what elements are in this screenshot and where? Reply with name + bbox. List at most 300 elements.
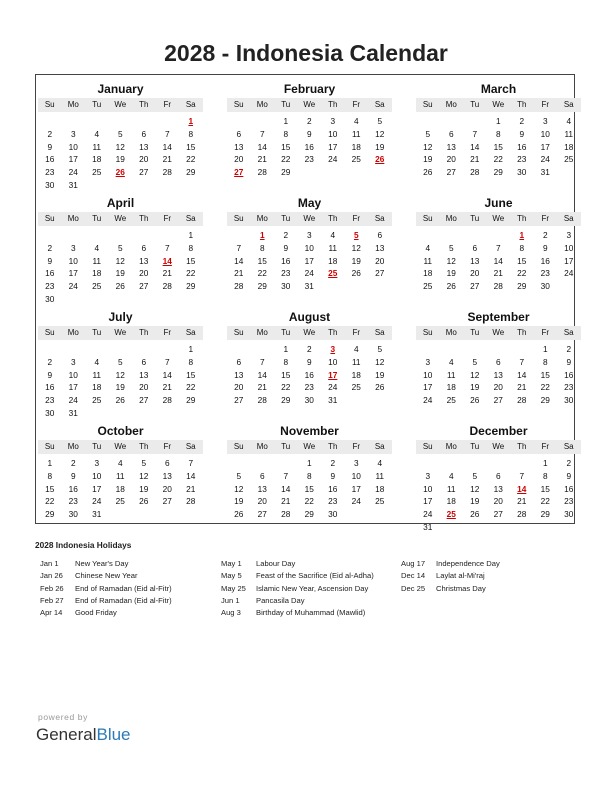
day-cell: 8 [188,242,194,253]
day-cell: 14 [493,255,503,266]
day-cell: 22 [517,268,527,279]
weekday-label: Mo [256,100,268,109]
day-cell: 28 [257,395,267,406]
weekday-header [38,212,203,226]
day-cell: 28 [493,281,503,292]
brand-general: General [36,725,97,744]
day-cell: 20 [470,268,480,279]
holiday-date: Dec 14 [401,571,426,581]
day-cell: 9 [306,128,312,139]
day-cell: 11 [446,369,456,380]
day-cell: 6 [141,356,147,367]
month-january [38,80,203,198]
day-cell: 29 [281,167,291,178]
day-cell: 26 [115,281,125,292]
weekday-label: Su [44,214,55,223]
day-cell: 18 [92,154,102,165]
holiday-name: End of Ramadan (Eid al-Fitr) [75,595,172,605]
day-cell: 21 [186,483,196,494]
weekday-label: Fr [352,100,361,109]
month-july [38,308,203,426]
day-cell: 6 [377,230,383,240]
holiday-date: Apr 14 [40,608,63,618]
month-february [227,80,392,198]
day-cell: 19 [375,141,385,152]
day-cell: 17 [351,483,361,494]
weekday-label: Tu [92,100,102,109]
day-grid [227,454,392,540]
day-cell: 15 [257,255,267,266]
day-cell: 30 [304,395,314,406]
day-cell: 6 [495,356,501,367]
day-cell: 21 [257,154,267,165]
weekday-label: Tu [470,100,480,109]
holiday-date: Aug 3 [221,608,241,618]
day-cell: 28 [234,281,244,292]
day-grid [416,340,581,426]
day-cell: 17 [304,255,314,266]
day-cell: 22 [493,154,503,165]
day-cell: 25 [92,167,102,178]
weekday-label: Fr [541,442,550,451]
day-cell: 10 [68,255,78,266]
day-cell: 17 [540,141,550,152]
day-cell: 12 [470,369,480,380]
day-cell: 2 [542,230,548,240]
day-cell: 19 [375,369,385,380]
day-cell: 21 [162,268,172,279]
day-cell: 20 [162,483,172,494]
day-cell: 18 [351,141,361,152]
day-cell: 27 [234,395,244,406]
day-cell: 26 [470,509,480,520]
day-cell: 21 [162,154,172,165]
day-cell: 22 [540,496,550,507]
day-cell: 12 [115,141,125,152]
day-cell: 12 [375,128,385,139]
day-cell: 12 [115,369,125,380]
holiday-day-cell: 1 [519,230,525,240]
weekday-label: Su [44,328,55,337]
weekday-label: Tu [92,214,102,223]
day-cell: 10 [328,356,338,367]
day-cell: 15 [281,141,291,152]
day-cell: 23 [45,281,55,292]
day-cell: 10 [328,128,338,139]
day-cell: 3 [70,128,76,139]
day-cell: 24 [423,509,433,520]
day-cell: 23 [304,154,314,165]
weekday-label: Th [517,442,527,451]
month-name: March [480,82,517,96]
weekday-label: Tu [281,328,291,337]
day-cell: 25 [92,395,102,406]
day-cell: 16 [564,369,574,380]
weekday-label: Tu [92,442,102,451]
day-cell: 30 [68,509,78,520]
day-cell: 11 [115,470,125,481]
day-cell: 30 [45,294,55,304]
day-cell: 15 [281,369,291,380]
day-cell: 19 [423,154,433,165]
day-cell: 25 [351,382,361,393]
day-cell: 4 [425,242,431,253]
day-cell: 14 [517,369,527,380]
day-cell: 4 [330,230,336,240]
day-cell: 5 [377,116,383,126]
day-cell: 27 [139,395,149,406]
day-cell: 18 [115,483,125,494]
day-cell: 13 [234,369,244,380]
day-cell: 23 [564,382,574,393]
weekday-label: Sa [374,328,385,337]
day-cell: 23 [304,382,314,393]
holiday-day-cell: 5 [353,230,359,240]
weekday-label: Fr [541,214,550,223]
weekday-label: Tu [281,214,291,223]
day-cell: 5 [425,128,431,139]
day-cell: 9 [566,470,572,481]
weekday-label: Su [422,214,433,223]
day-cell: 7 [164,242,170,253]
day-cell: 13 [139,255,149,266]
month-may [227,194,392,312]
day-cell: 26 [234,509,244,520]
day-grid [416,226,581,312]
day-cell: 12 [351,242,361,253]
day-cell: 22 [186,382,196,393]
day-cell: 28 [162,167,172,178]
day-cell: 9 [47,369,53,380]
day-cell: 17 [68,382,78,393]
day-cell: 23 [564,496,574,507]
day-cell: 29 [257,281,267,292]
day-cell: 29 [540,395,550,406]
month-march [416,80,581,198]
day-cell: 24 [351,496,361,507]
day-cell: 3 [306,230,312,240]
weekday-label: Su [422,442,433,451]
day-cell: 11 [351,356,361,367]
day-cell: 15 [186,255,196,266]
day-cell: 10 [92,470,102,481]
day-cell: 12 [139,470,149,481]
weekday-label: Mo [445,100,457,109]
day-cell: 11 [92,141,102,152]
day-cell: 1 [306,458,312,468]
weekday-header [416,98,581,112]
day-cell: 7 [164,128,170,139]
holiday-day-cell: 1 [188,116,194,126]
day-cell: 25 [92,281,102,292]
weekday-label: Mo [445,442,457,451]
month-name: December [469,424,528,438]
holiday-date: May 25 [221,583,246,593]
weekday-label: Tu [470,214,480,223]
weekday-label: Su [233,442,244,451]
day-cell: 17 [423,382,433,393]
day-cell: 24 [304,268,314,279]
weekday-header [227,326,392,340]
day-cell: 14 [281,483,291,494]
weekday-label: Sa [374,100,385,109]
day-cell: 21 [470,154,480,165]
day-cell: 8 [47,470,53,481]
day-cell: 11 [375,470,385,481]
weekday-label: We [492,442,505,451]
holiday-day-cell: 26 [375,154,385,165]
day-cell: 19 [115,268,125,279]
day-cell: 29 [45,509,55,520]
month-name: November [280,424,339,438]
day-cell: 26 [375,382,385,393]
day-cell: 7 [188,458,194,468]
day-cell: 25 [115,496,125,507]
day-cell: 1 [495,116,501,126]
day-cell: 26 [470,395,480,406]
weekday-label: Tu [92,328,102,337]
day-cell: 30 [328,509,338,520]
day-cell: 8 [519,242,525,253]
day-cell: 11 [328,242,338,253]
day-cell: 29 [493,167,503,178]
weekday-label: Sa [563,328,574,337]
day-cell: 4 [353,344,359,354]
day-cell: 2 [306,116,312,126]
day-cell: 15 [493,141,503,152]
day-cell: 20 [493,496,503,507]
day-cell: 21 [234,268,244,279]
day-grid [38,226,203,312]
day-cell: 7 [164,356,170,367]
day-cell: 3 [425,470,431,481]
weekday-label: Th [328,214,338,223]
brand-logo[interactable] [36,725,131,745]
day-cell: 6 [495,470,501,481]
day-cell: 2 [70,458,76,468]
day-cell: 16 [45,382,55,393]
day-cell: 29 [186,167,196,178]
day-cell: 14 [234,255,244,266]
day-cell: 19 [470,496,480,507]
day-cell: 20 [139,382,149,393]
holiday-name: End of Ramadan (Eid al-Fitr) [75,583,172,593]
weekday-label: Su [44,100,55,109]
weekday-label: Th [517,328,527,337]
day-cell: 18 [351,369,361,380]
month-april [38,194,203,312]
day-cell: 19 [234,496,244,507]
weekday-label: We [114,214,127,223]
holiday-date: Feb 27 [40,595,64,605]
weekday-label: Th [517,100,527,109]
month-name: February [283,82,336,96]
day-cell: 8 [542,470,548,481]
day-cell: 15 [517,255,527,266]
holiday-name: Pancasila Day [256,595,305,605]
weekday-label: Sa [374,214,385,223]
weekday-label: Sa [563,442,574,451]
day-cell: 8 [283,356,289,367]
day-cell: 20 [493,382,503,393]
weekday-label: Sa [563,100,574,109]
day-cell: 26 [423,167,433,178]
day-cell: 15 [45,483,55,494]
day-cell: 24 [68,167,78,178]
day-cell: 1 [188,230,194,240]
day-cell: 14 [257,369,267,380]
holiday-date: Jun 1 [221,595,240,605]
day-cell: 15 [304,483,314,494]
month-june [416,194,581,312]
day-cell: 23 [45,167,55,178]
day-grid [227,340,392,426]
day-cell: 9 [306,356,312,367]
day-cell: 29 [281,395,291,406]
day-cell: 13 [139,369,149,380]
day-cell: 12 [234,483,244,494]
day-cell: 2 [566,458,572,468]
day-cell: 28 [517,395,527,406]
day-cell: 5 [141,458,147,468]
day-cell: 7 [519,356,525,367]
day-cell: 24 [423,395,433,406]
day-cell: 24 [540,154,550,165]
day-cell: 10 [540,128,550,139]
weekday-label: We [303,214,316,223]
day-cell: 8 [188,128,194,139]
weekday-label: Mo [256,328,268,337]
day-cell: 14 [162,141,172,152]
day-cell: 9 [330,470,336,481]
day-cell: 25 [446,395,456,406]
day-cell: 24 [68,281,78,292]
day-cell: 4 [353,116,359,126]
day-cell: 2 [47,128,53,139]
day-cell: 24 [68,395,78,406]
day-cell: 17 [328,141,338,152]
day-cell: 18 [92,382,102,393]
weekday-label: Su [44,442,55,451]
day-cell: 4 [448,470,454,481]
day-cell: 8 [495,128,501,139]
day-cell: 31 [304,281,314,292]
day-cell: 20 [139,268,149,279]
day-cell: 13 [493,483,503,494]
day-cell: 14 [186,470,196,481]
weekday-label: Su [422,328,433,337]
day-cell: 17 [68,154,78,165]
day-cell: 4 [117,458,123,468]
weekday-label: Th [139,328,149,337]
day-cell: 15 [186,369,196,380]
day-cell: 28 [186,496,196,507]
holiday-day-cell: 27 [234,167,244,178]
month-name: July [108,310,133,324]
weekday-label: Fr [163,100,172,109]
day-cell: 16 [281,255,291,266]
weekday-label: Fr [163,214,172,223]
day-cell: 3 [330,116,336,126]
day-cell: 9 [283,242,289,253]
holiday-date: May 1 [221,559,242,568]
weekday-header [416,212,581,226]
day-cell: 18 [446,496,456,507]
day-cell: 16 [304,369,314,380]
holiday-name: Labour Day [256,559,296,568]
month-name: January [97,82,144,96]
weekday-label: We [303,442,316,451]
day-cell: 28 [162,395,172,406]
day-cell: 17 [564,255,574,266]
weekday-label: Tu [470,442,480,451]
day-cell: 2 [330,458,336,468]
day-cell: 27 [493,509,503,520]
day-cell: 7 [472,128,478,139]
day-cell: 6 [141,128,147,139]
day-cell: 20 [139,154,149,165]
weekday-label: Mo [445,214,457,223]
day-cell: 21 [517,496,527,507]
day-cell: 30 [45,408,55,418]
day-cell: 7 [519,470,525,481]
day-cell: 2 [566,344,572,354]
day-cell: 4 [94,242,100,253]
day-cell: 10 [68,369,78,380]
weekday-label: Mo [256,214,268,223]
day-cell: 18 [92,268,102,279]
weekday-label: Sa [185,214,196,223]
holiday-name: Christmas Day [436,583,486,593]
holiday-date: May 5 [221,571,242,581]
day-cell: 21 [493,268,503,279]
weekday-header [416,326,581,340]
day-cell: 11 [92,255,102,266]
weekday-label: Mo [67,100,79,109]
day-cell: 13 [470,255,480,266]
month-name: September [467,310,530,324]
weekday-label: We [114,442,127,451]
weekday-label: Fr [541,328,550,337]
day-cell: 3 [353,458,359,468]
day-cell: 1 [283,116,289,126]
day-cell: 16 [304,141,314,152]
weekday-label: Su [233,100,244,109]
day-cell: 23 [517,154,527,165]
day-cell: 13 [375,242,385,253]
day-cell: 13 [234,141,244,152]
day-grid [38,112,203,198]
day-cell: 28 [162,281,172,292]
day-cell: 21 [257,382,267,393]
day-cell: 21 [162,382,172,393]
weekday-label: Sa [185,442,196,451]
month-name: June [484,196,513,210]
weekday-label: Tu [470,328,480,337]
weekday-label: Th [517,214,527,223]
weekday-header [227,440,392,454]
day-cell: 25 [351,154,361,165]
day-cell: 6 [472,242,478,253]
day-cell: 11 [564,128,574,139]
day-cell: 23 [68,496,78,507]
day-cell: 11 [446,483,456,494]
weekday-label: We [492,100,505,109]
day-cell: 31 [92,509,102,520]
day-cell: 15 [186,141,196,152]
day-cell: 16 [564,483,574,494]
holiday-day-cell: 1 [259,230,265,240]
